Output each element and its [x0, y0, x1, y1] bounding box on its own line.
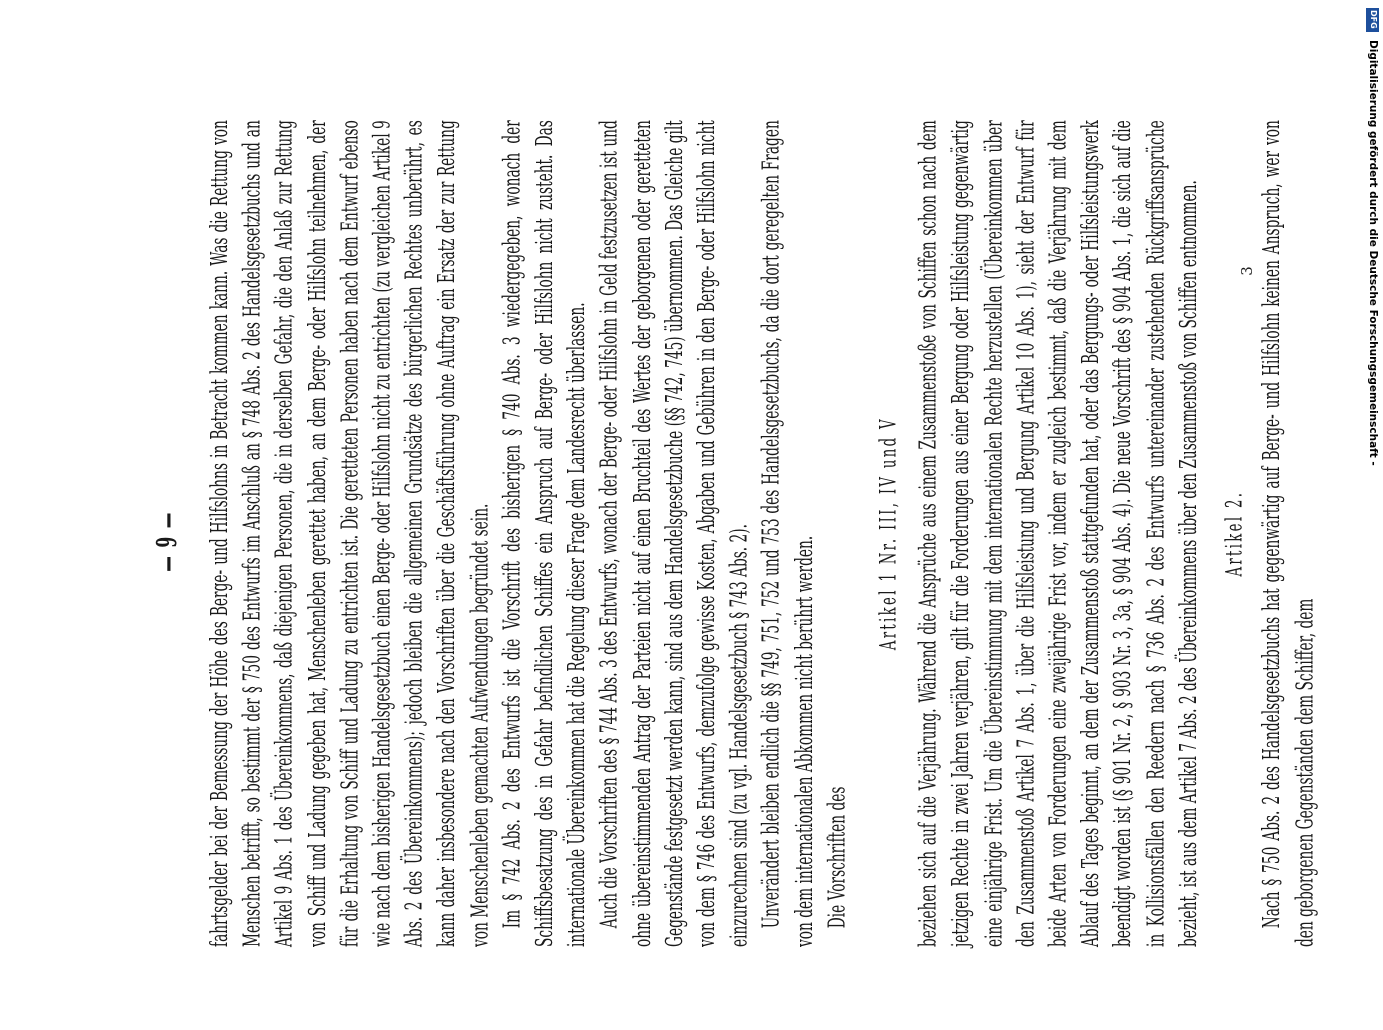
paragraph-1: fahrtsgelder bei der Bemessung der Höhe des Berge- und Hilfslohns in Betracht kommen kann. Was die Rettung von Menschen betrifft, so bestimmt der § 750 des Entwurfs im Anschluß an § 748 Abs. 2 des Handelsgesetzbuchs und an Artikel 9 Abs. 1 des Übereinkommens, daß diejenigen Personen, die in derselben Gefahr, die den Anlaß zur Rettung von Schiff und Ladung gegeben hat, Menschenleben gerettet haben, an dem Berge- oder Hilfslohn teilnehmen, der für die Erhaltung von Schiff und Ladung zu entrichten ist. Die geretteten Personen haben nach dem Entwurf ebenso wie nach dem bisherigen Handelsgesetzbuch einen Berge- oder Hilfslohn nicht zu entrichten (zu vergleichen Artikel 9 Abs. 2 des Übereinkommens); jedoch bleiben die allgemeinen Grundsätze des bürgerlichen Rechtes unberührt, es kann daher insbesondere nach den Vorschriften über die Geschäftsführung ohne Auftrag ein Ersatz der zur Rettung von Menschenleben gemachten Aufwendungen begründet sein. — [207, 120, 494, 948]
section-heading-artikel-2: Artikel 2. — [1221, 490, 1249, 577]
page-content — [140, 50, 1319, 955]
paragraph-2: Im § 742 Abs. 2 des Entwurfs ist die Vorschrift des bisherigen § 740 Abs. 3 wiedergegeben, wonach der Schiffsbesatzung des in Gefahr befindlichen Schiffes ein Anspruch auf Berge- oder Hilfslohn nicht zusteht. Das internationale Übereinkommen hat die Regelung dieser Frage dem Landesrecht überlassen. — [499, 120, 592, 948]
digitization-notice-text: Digitalisierung gefördert durch die Deutsche Forschungsgemeinschaft - — [1367, 40, 1379, 466]
section-heading-artikel-1: Artikel 1 Nr. III, IV und V — [875, 417, 903, 651]
paragraph-6: beziehen sich auf die Verjährung. Während die Ansprüche aus einem Zusammenstoße von Schiffen schon nach dem jetzigen Rechte in zwei Jahren verjähren, gilt für die Forderungen aus einer Bergung oder Hilfsleistung gegenwärtig eine einjährige Frist. Um die Übereinstimmung mit dem internationalen Rechte herzustellen (Übereinkommen über den Zusammenstoß Artikel 7 Abs. 1, über die Hilfsleistung und Bergung Artikel 10 Abs. 1), sieht der Entwurf für beide Arten von Forderungen eine zweijährige Frist vor, indem er zugleich bestimmt, daß die Verjährung mit dem Ablauf des Tages beginnt, an dem der Zusammenstoß stattgefunden hat, oder das Bergungs- oder Hilfsleistungswerk beendigt worden ist (§ 901 Nr. 2, § 903 Nr. 3, 3a, § 904 Abs. 4). Die neue Vorschrift des § 904 Abs. 1, die sich auf die in Kollisionsfällen den Reedern nach § 736 Abs. 2 des Entwurfs untereinander zustehenden Rückgriffsansprüche bezieht, ist aus dem Artikel 7 Abs. 2 des Übereinkommens über den Zusammenstoß von Schiffen entnommen. — [915, 120, 1203, 948]
paragraph-3: Auch die Vorschriften des § 744 Abs. 3 des Entwurfs, wonach der Berge- oder Hilfslohn in Geld festzusetzen ist und ohne übereinstimmenden Antrag der Parteien nicht auf einen Bruchteil des Wertes der geborgenen oder geretteten Gegenstände festgesetzt werden kann, sind aus dem Handelsgesetzbuche (§§ 742, 745) übernommen. Das Gleiche gilt von dem § 746 des Entwurfs, demzufolge gewisse Kosten, Abgaben und Gebühren in den Berge- oder Hilfslohn nicht einzurechnen sind (zu vgl. Handelsgesetzbuch § 743 Abs. 2). — [596, 120, 754, 948]
sheet-mark: 3 — [1237, 266, 1256, 276]
paragraph-5: Die Vorschriften des — [824, 786, 851, 929]
rotated-page — [140, 50, 1319, 955]
paragraph-4: Unverändert bleiben endlich die §§ 749, 751, 752 und 753 des Handelsgesetzbuchs, da die dort geregelten Fragen von dem internationalen Abkommen nicht berührt werden. — [759, 120, 819, 947]
page-number: — 9 — — [150, 511, 183, 572]
paragraph-7: Nach § 750 Abs. 2 des Handelsgesetzbuchs hat gegenwärtig auf Berge- und Hilfslohn keinen Anspruch, wer von den geborgenen Gegenständen dem Schiffer, dem — [1259, 120, 1319, 947]
digitization-notice — [1365, 40, 1381, 1030]
dfg-logo: DFG — [1366, 8, 1379, 32]
body-text — [204, 120, 1321, 947]
